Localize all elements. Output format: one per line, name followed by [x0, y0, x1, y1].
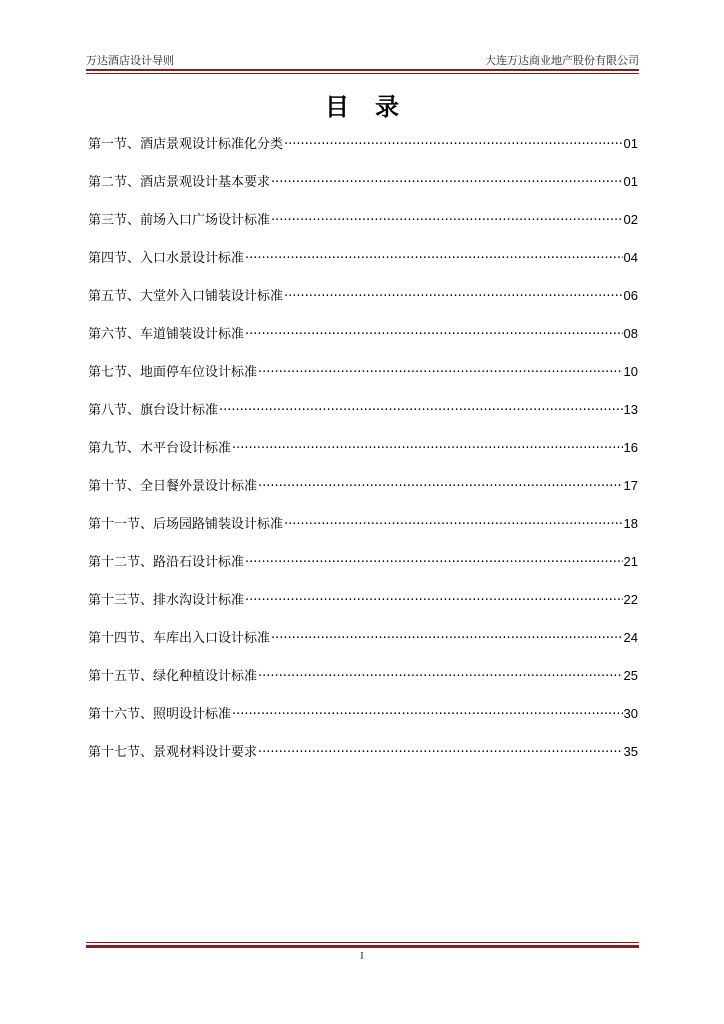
toc-entry[interactable] — [88, 134, 638, 172]
table-of-contents — [88, 134, 638, 780]
toc-entry-page: 18 — [623, 516, 638, 531]
toc-entry-label: 第二节、酒店景观设计基本要求 — [88, 175, 271, 190]
toc-leader-dots — [245, 249, 623, 269]
toc-entry-page: 10 — [623, 364, 638, 379]
toc-entry-label: 第十六节、照明设计标准 — [88, 707, 232, 722]
toc-entry-label: 第十三节、排水沟设计标准 — [88, 593, 245, 608]
toc-entry[interactable] — [88, 476, 638, 514]
toc-entry[interactable] — [88, 514, 638, 552]
toc-entry-page: 01 — [623, 174, 638, 189]
toc-leader-dots — [258, 477, 623, 497]
page-number: I — [360, 950, 364, 962]
toc-entry-page: 13 — [623, 402, 638, 417]
toc-entry-page: 17 — [623, 478, 638, 493]
toc-entry-label: 第八节、旗台设计标准 — [88, 403, 219, 418]
toc-entry-page: 08 — [623, 326, 638, 341]
toc-entry[interactable] — [88, 590, 638, 628]
toc-entry[interactable] — [88, 552, 638, 590]
toc-entry-page: 25 — [623, 668, 638, 683]
toc-entry-page: 35 — [623, 744, 638, 759]
toc-entry-page: 06 — [623, 288, 638, 303]
toc-entry-page: 16 — [623, 440, 638, 455]
toc-entry-page: 04 — [623, 250, 638, 265]
toc-leader-dots — [232, 439, 623, 459]
toc-entry[interactable] — [88, 666, 638, 704]
toc-entry-page: 02 — [623, 212, 638, 227]
toc-entry-label: 第十五节、绿化种植设计标准 — [88, 669, 258, 684]
toc-entry-page: 01 — [623, 136, 638, 151]
toc-entry[interactable] — [88, 248, 638, 286]
toc-entry[interactable] — [88, 742, 638, 780]
toc-entry-page: 24 — [623, 630, 638, 645]
footer-rule-thick — [86, 945, 639, 948]
header-rule-thin — [86, 73, 639, 74]
toc-entry[interactable] — [88, 324, 638, 362]
toc-entry-label: 第十二节、路沿石设计标准 — [88, 555, 245, 570]
toc-entry-label: 第六节、车道铺装设计标准 — [88, 327, 245, 342]
toc-entry[interactable] — [88, 438, 638, 476]
toc-entry-page: 21 — [623, 554, 638, 569]
toc-entry-label: 第十七节、景观材料设计要求 — [88, 745, 258, 760]
toc-leader-dots — [271, 173, 623, 193]
toc-entry[interactable] — [88, 362, 638, 400]
toc-entry-label: 第十节、全日餐外景设计标准 — [88, 479, 258, 494]
toc-entry[interactable] — [88, 628, 638, 666]
toc-leader-dots — [258, 667, 623, 687]
toc-entry[interactable] — [88, 172, 638, 210]
toc-leader-dots — [219, 401, 623, 421]
toc-entry-label: 第五节、大堂外入口铺装设计标准 — [88, 289, 284, 304]
toc-leader-dots — [271, 211, 623, 231]
header-company-name: 大连万达商业地产股份有限公司 — [485, 54, 639, 67]
toc-entry[interactable] — [88, 286, 638, 324]
toc-entry-label: 第四节、入口水景设计标准 — [88, 251, 245, 266]
toc-leader-dots — [258, 743, 623, 763]
toc-entry[interactable] — [88, 704, 638, 742]
page-title: 目录 — [325, 93, 425, 121]
header-rule-thick — [86, 69, 639, 71]
toc-entry-page: 30 — [623, 706, 638, 721]
toc-entry[interactable] — [88, 400, 638, 438]
toc-leader-dots — [245, 325, 623, 345]
header-document-title: 万达酒店设计导则 — [86, 54, 174, 67]
toc-leader-dots — [245, 591, 623, 611]
toc-entry-label: 第九节、木平台设计标准 — [88, 441, 232, 456]
toc-entry[interactable] — [88, 210, 638, 248]
page-header — [86, 53, 639, 69]
toc-leader-dots — [258, 363, 623, 383]
toc-leader-dots — [284, 287, 623, 307]
toc-entry-label: 第三节、前场入口广场设计标准 — [88, 213, 271, 228]
toc-entry-page: 22 — [623, 592, 638, 607]
toc-leader-dots — [271, 629, 623, 649]
toc-entry-label: 第十四节、车库出入口设计标准 — [88, 631, 271, 646]
toc-leader-dots — [232, 705, 623, 725]
toc-leader-dots — [284, 135, 623, 155]
toc-entry-label: 第十一节、后场园路铺装设计标准 — [88, 517, 284, 532]
toc-leader-dots — [284, 515, 623, 535]
toc-entry-label: 第一节、酒店景观设计标准化分类 — [88, 137, 284, 152]
footer-rule-thin — [86, 942, 639, 943]
toc-entry-label: 第七节、地面停车位设计标准 — [88, 365, 258, 380]
toc-leader-dots — [245, 553, 623, 573]
